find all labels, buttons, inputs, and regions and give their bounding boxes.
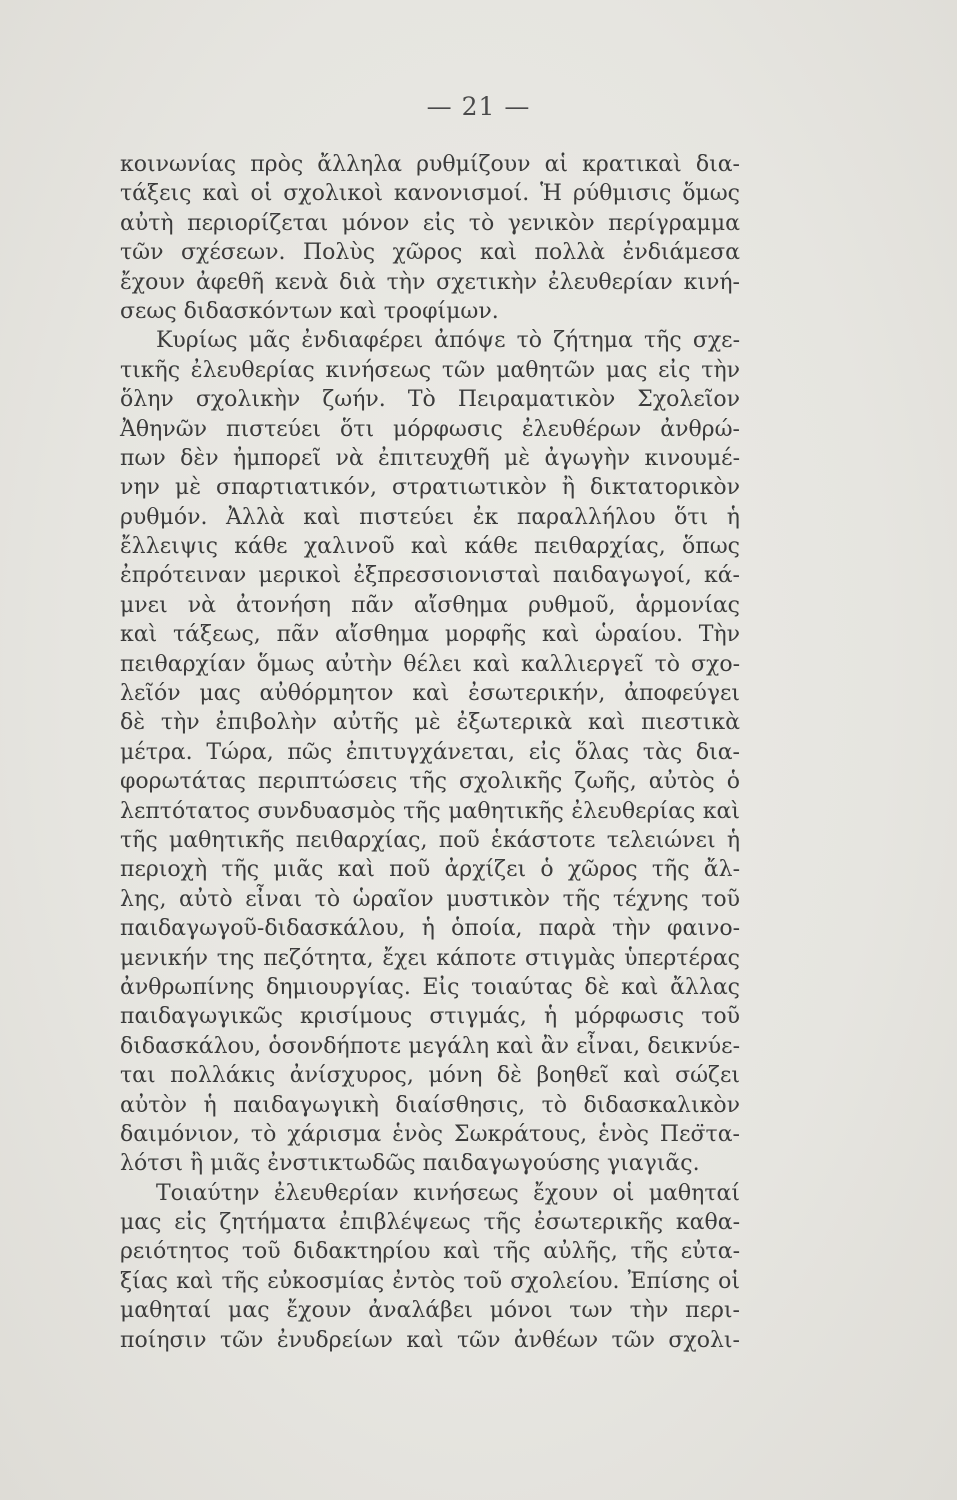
text-line: λότσι ἢ μιᾶς ἐνστικτωδῶς παιδαγωγούσης γιαγιᾶς.	[120, 1151, 700, 1177]
text-line: ἐπρότειναν μερικοὶ ἐξπρεσσιονισταὶ παιδαγωγοί, κά-	[120, 563, 740, 589]
text-line: Ἀθηνῶν πιστεύει ὅτι μόρφωσις ἐλευθέρων ἀνθρώ-	[120, 416, 740, 442]
text-line: ποίησιν τῶν ἐνυδρείων καὶ τῶν ἀνθέων τῶν σχολι-	[120, 1327, 740, 1353]
text-line: Τοιαύτην ἐλευθερίαν κινήσεως ἔχουν οἱ μαθηταί	[156, 1180, 740, 1206]
text-line: ἔχουν ἀφεθῆ κενὰ διὰ τὴν σχετικὴν ἐλευθερίαν κινή-	[120, 269, 740, 295]
body-text	[120, 150, 740, 1355]
text-line: τῆς μαθητικῆς πειθαρχίας, ποῦ ἑκάστοτε τελειώνει ἡ	[120, 827, 740, 853]
text-line: αὐτὴ περιορίζεται μόνον εἰς τὸ γενικὸν περίγραμμα	[120, 210, 740, 236]
text-line: ὅλην σχολικὴν ζωήν. Τὸ Πειραματικὸν Σχολεῖον	[120, 387, 740, 413]
text-line: πων δὲν ἠμπορεῖ νὰ ἐπιτευχθῆ μὲ ἀγωγὴν κινουμέ-	[120, 445, 740, 471]
text-line: ξίας καὶ τῆς εὐκοσμίας ἐντὸς τοῦ σχολείου. Ἐπίσης οἱ	[120, 1268, 740, 1294]
text-line: αὐτὸν ἡ παιδαγωγικὴ διαίσθησις, τὸ διδασκαλικὸν	[120, 1092, 740, 1118]
text-line: ρειότητος τοῦ διδακτηρίου καὶ τῆς αὐλῆς, τῆς εὐτα-	[120, 1239, 740, 1265]
text-line: μας εἰς ζητήματα ἐπιβλέψεως τῆς ἐσωτερικῆς καθα-	[120, 1210, 740, 1236]
text-line: περιοχὴ τῆς μιᾶς καὶ ποῦ ἀρχίζει ὁ χῶρος τῆς ἄλ-	[120, 857, 740, 883]
text-line: τάξεις καὶ οἱ σχολικοὶ κανονισμοί. Ἡ ρύθμισις ὅμως	[120, 181, 740, 207]
text-line: διδασκάλου, ὁσονδήποτε μεγάλη καὶ ἂν εἶναι, δεικνύε-	[120, 1033, 740, 1059]
text-line: μενικήν της πεζότητα, ἔχει κάποτε στιγμὰς ὑπερτέρας	[120, 945, 740, 971]
text-line: πειθαρχίαν ὅμως αὐτὴν θέλει καὶ καλλιεργεῖ τὸ σχο-	[120, 651, 740, 677]
text-line: παιδαγωγοῦ-διδασκάλου, ἡ ὁποία, παρὰ τὴν φαινο-	[120, 916, 740, 942]
text-line: κοινωνίας πρὸς ἄλληλα ρυθμίζουν αἱ κρατικαὶ δια-	[120, 152, 740, 177]
text-line: ἀνθρωπίνης δημιουργίας. Εἰς τοιαύτας δὲ καὶ ἄλλας	[120, 974, 740, 1000]
text-line: καὶ τάξεως, πᾶν αἴσθημα μορφῆς καὶ ὡραίου. Τὴν	[120, 622, 740, 648]
text-line: μνει νὰ ἀτονήση πᾶν αἴσθημα ρυθμοῦ, ἁρμονίας	[120, 592, 740, 618]
text-line: ἔλλειψις κάθε χαλινοῦ καὶ κάθε πειθαρχίας, ὅπως	[120, 534, 740, 560]
text-line: λης, αὐτὸ εἶναι τὸ ὡραῖον μυστικὸν τῆς τέχνης τοῦ	[120, 886, 740, 912]
text-line: Κυρίως μᾶς ἐνδιαφέρει ἀπόψε τὸ ζήτημα τῆς σχε-	[156, 328, 740, 354]
text-line: παιδαγωγικῶς κρισίμους στιγμάς, ἡ μόρφωσις τοῦ	[120, 1004, 740, 1030]
text-line: σεως διδασκόντων καὶ τροφίμων.	[120, 298, 499, 324]
text-line: μαθηταί μας ἔχουν ἀναλάβει μόνοι των τὴν περι-	[120, 1298, 740, 1324]
text-line: δὲ τὴν ἐπιβολὴν αὐτῆς μὲ ἐξωτερικὰ καὶ πιεστικὰ	[120, 710, 740, 736]
text-line: ται πολλάκις ἀνίσχυρος, μόνη δὲ βοηθεῖ καὶ σώζει	[120, 1063, 740, 1089]
text-line: μέτρα. Τώρα, πῶς ἐπιτυγχάνεται, εἰς ὅλας τὰς δια-	[120, 739, 740, 765]
text-line: λεῖόν μας αὐθόρμητον καὶ ἐσωτερικήν, ἀποφεύγει	[120, 681, 740, 707]
text-line: νην μὲ σπαρτιατικόν, στρατιωτικὸν ἢ δικτατορικὸν	[120, 475, 740, 501]
text-line: ρυθμόν. Ἀλλὰ καὶ πιστεύει ἐκ παραλλήλου ὅτι ἡ	[120, 504, 740, 530]
text-line: τῶν σχέσεων. Πολὺς χῶρος καὶ πολλὰ ἐνδιάμεσα	[120, 240, 740, 266]
text-line: φορωτάτας περιπτώσεις τῆς σχολικῆς ζωῆς, αὐτὸς ὁ	[120, 769, 740, 795]
page-number: — 21 —	[426, 92, 531, 121]
text-line: λεπτότατος συνδυασμὸς τῆς μαθητικῆς ἐλευθερίας καὶ	[120, 798, 740, 824]
text-line: δαιμόνιον, τὸ χάρισμα ἑνὸς Σωκράτους, ἑνὸς Πεσ̈τα-	[120, 1121, 740, 1147]
text-line: τικῆς ἐλευθερίας κινήσεως τῶν μαθητῶν μας εἰς τὴν	[120, 357, 740, 383]
